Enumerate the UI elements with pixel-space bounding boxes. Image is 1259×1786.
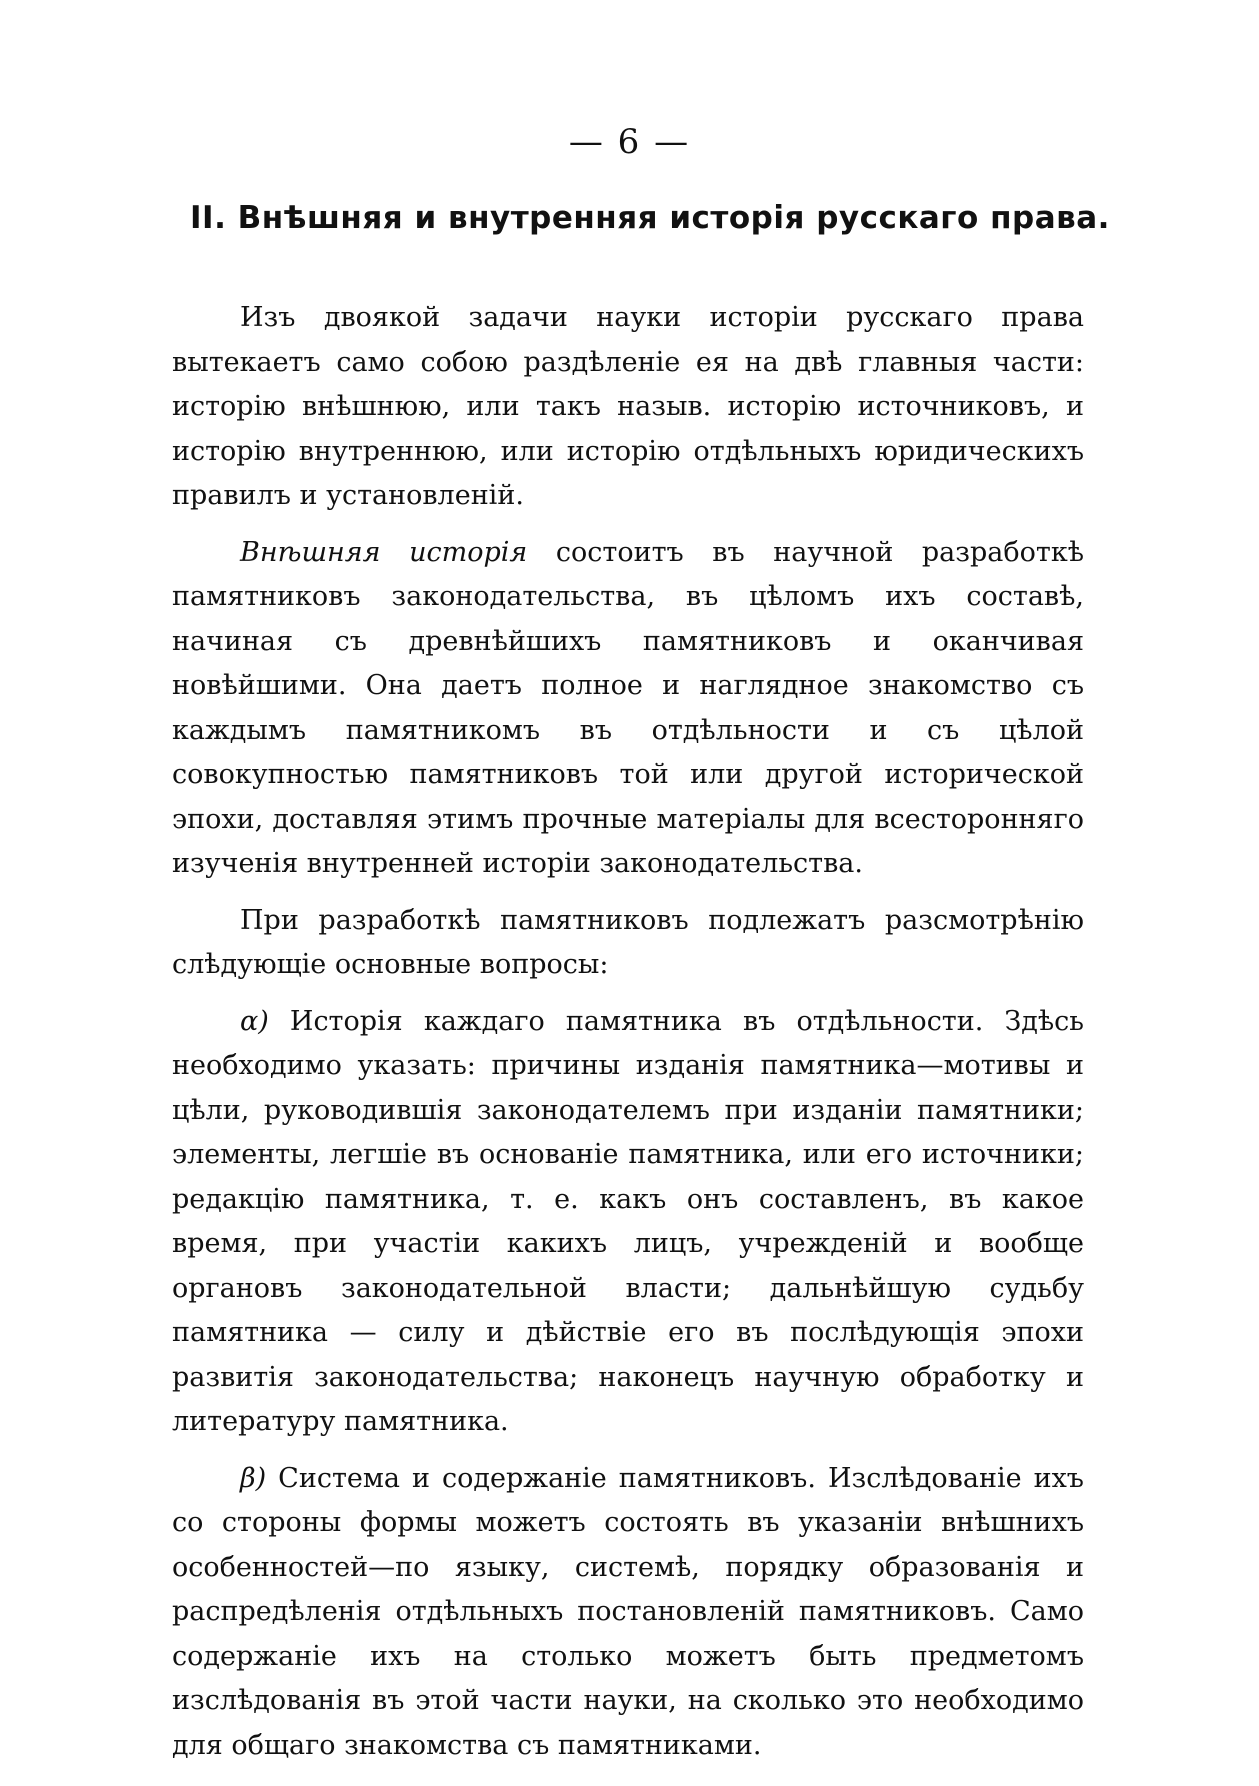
paragraph-4-text: Исторія каждаго памятника въ отдѣльности. Здѣсь необходимо указать: причины изданія памятника—мотивы и цѣли, руководившія законодателемъ при изданіи памятники; элементы, легшіе въ основаніе памятника, или его источники; редакцію памятника, т. е. какъ онъ составленъ, въ какое время, при участіи какихъ лицъ, учрежденій и вообще органовъ законодательной власти; дальнѣйшую судьбу памятника — силу и дѣйствіе его въ послѣдующія эпохи развитія законодательства; наконецъ научную обработку и литературу памятника.: [172, 1005, 1084, 1437]
page-number: — 6 —: [568, 122, 691, 162]
paragraph-2: [172, 531, 1084, 887]
paragraph-4-marker: α): [240, 1005, 269, 1037]
body-text: [172, 296, 1084, 1780]
paragraph-3-text: При разработкѣ памятниковъ подлежатъ разсмотрѣнію слѣдующіе основные вопросы:: [172, 904, 1084, 980]
paragraph-1: [172, 296, 1084, 519]
paragraph-2-emphasis: Внѣшняя исторія: [240, 536, 528, 568]
paragraph-1-text: Изъ двоякой задачи науки исторіи русскаго права вытекаетъ само собою раздѣленіе ея на двѣ главныя части: исторію внѣшнюю, или такъ назыв. исторію источниковъ, и исторію внутреннюю, или исторію отдѣльныхъ юридическихъ правилъ и установленій.: [172, 302, 1084, 511]
paragraph-5-text: Система и содержаніе памятниковъ. Изслѣдованіе ихъ со стороны формы можетъ состоять въ указаніи внѣшнихъ особенностей—по языку, системѣ, порядку образованія и распредѣленія отдѣльныхъ постановленій памятниковъ. Само содержаніе ихъ на столько можетъ быть предметомъ изслѣдованія въ этой части науки, на сколько это необходимо для общаго знакомства съ памятниками.: [172, 1462, 1084, 1761]
paragraph-2-text: состоитъ въ научной разработкѣ памятниковъ законодательства, въ цѣломъ ихъ составѣ, начиная съ древнѣйшихъ памятниковъ и оканчивая новѣйшими. Она даетъ полное и наглядное знакомство съ каждымъ памятникомъ въ отдѣльности и съ цѣлой совокупностью памятниковъ той или другой исторической эпохи, доставляя этимъ прочные матеріалы для всесторонняго изученія внутренней исторіи законодательства.: [172, 536, 1084, 879]
paragraph-4: [172, 1000, 1084, 1445]
paragraph-5: [172, 1457, 1084, 1769]
section-heading: II. Внѣшняя и внутренняя исторія русскаго права.: [190, 200, 1110, 236]
paragraph-3: [172, 899, 1084, 988]
paragraph-5-marker: β): [240, 1462, 267, 1494]
